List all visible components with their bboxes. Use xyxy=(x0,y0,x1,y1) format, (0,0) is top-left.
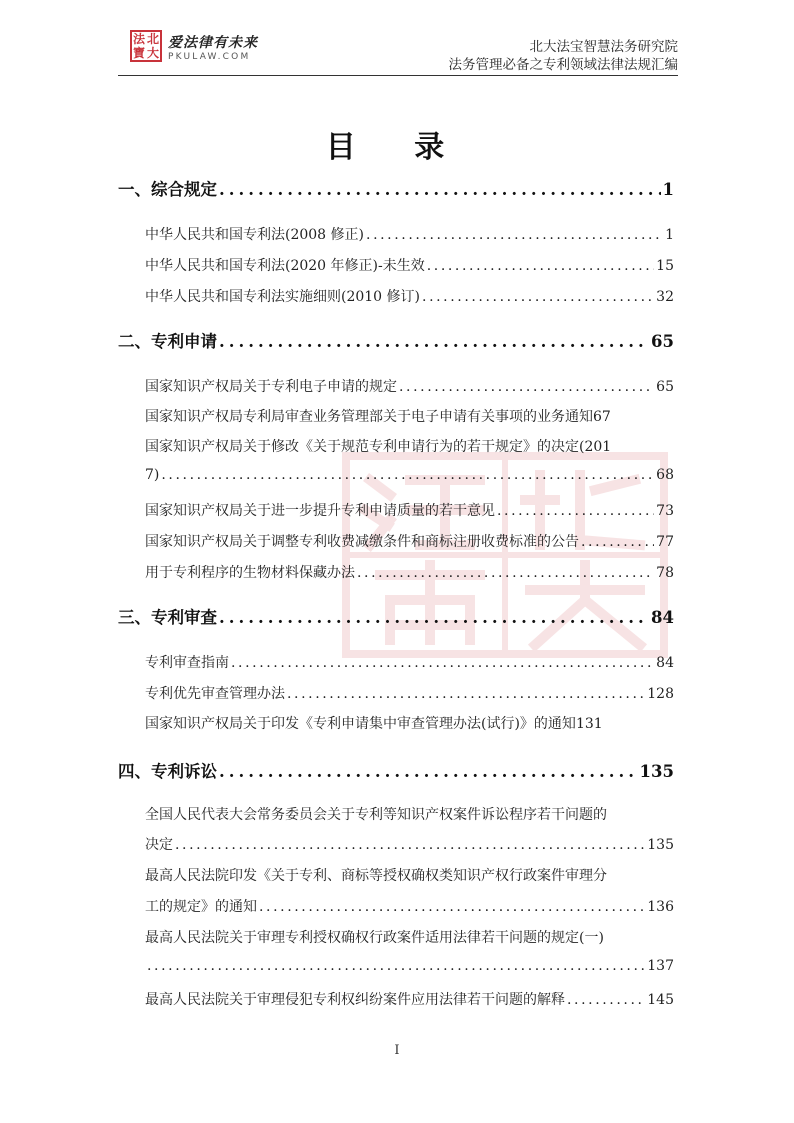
entry-page: 73 xyxy=(656,503,674,519)
entry-label: 国家知识产权局关于印发《专利申请集中审查管理办法(试行)》的通知 xyxy=(145,716,576,732)
toc-section[interactable] xyxy=(118,604,674,628)
entry-label: 中华人民共和国专利法(2020 年修正)-未生效 xyxy=(145,258,425,274)
header-compilation: 法务管理必备之专利领域法律法规汇编 xyxy=(448,57,678,73)
entry-label-line1[interactable]: 国家知识产权局关于修改《关于规范专利申请行为的若干规定》的决定(201 xyxy=(145,439,612,455)
section-page: 135 xyxy=(639,762,674,781)
section-label: 三、专利审查 xyxy=(118,608,217,627)
entry-label-line1[interactable]: 最高人民法院关于审理专利授权确权行政案件适用法律若干问题的规定(一) xyxy=(145,930,604,946)
toc-entry[interactable] xyxy=(145,652,674,672)
entry-label: 最高人民法院关于审理侵犯专利权纠纷案件应用法律若干问题的解释 xyxy=(145,992,565,1008)
leader-dots xyxy=(219,762,638,781)
toc-entry[interactable] xyxy=(145,224,674,244)
leader-dots xyxy=(366,227,663,243)
header-divider xyxy=(118,75,678,76)
leader-dots xyxy=(427,258,654,274)
header-institute: 北大法宝智慧法务研究院 xyxy=(529,39,678,55)
entry-label: 工的规定》的通知 xyxy=(145,899,257,915)
header-right xyxy=(449,38,679,74)
toc-entry[interactable] xyxy=(145,958,674,974)
leader-dots xyxy=(567,992,645,1008)
entry-page: 136 xyxy=(647,899,674,915)
entry-page: 84 xyxy=(656,655,674,671)
toc-entry[interactable] xyxy=(145,562,674,582)
entry-label-line1[interactable]: 最高人民法院印发《关于专利、商标等授权确权类知识产权行政案件审理分 xyxy=(145,868,607,884)
leader-dots xyxy=(399,379,654,395)
seal-char: 大 xyxy=(146,46,159,60)
logo-slogan: 爱法律有未来 xyxy=(168,35,258,51)
entry-page: 77 xyxy=(656,534,674,550)
entry-page: 145 xyxy=(647,992,674,1008)
toc-entry[interactable] xyxy=(145,989,674,1009)
entry-page: 15 xyxy=(656,258,674,274)
entry-page: 68 xyxy=(656,467,674,483)
leader-dots xyxy=(219,180,661,199)
entry-page: 67 xyxy=(593,409,611,425)
toc-section[interactable] xyxy=(118,176,674,200)
entry-label: 决定 xyxy=(145,837,173,853)
logo-site: PKULAW.COM xyxy=(168,52,251,62)
toc-entry[interactable] xyxy=(145,683,674,703)
section-label: 四、专利诉讼 xyxy=(118,762,217,781)
entry-page: 137 xyxy=(647,958,674,974)
toc-section[interactable] xyxy=(118,758,674,782)
toc-title: 目 录 xyxy=(325,130,469,165)
entry-page: 131 xyxy=(575,716,603,732)
seal-char: 寶 xyxy=(132,46,145,60)
section-page: 65 xyxy=(651,332,674,351)
entry-page: 65 xyxy=(656,379,674,395)
leader-dots xyxy=(231,655,654,671)
leader-dots xyxy=(259,899,645,915)
section-label: 一、综合规定 xyxy=(118,180,217,199)
entry-page: 32 xyxy=(656,289,674,305)
section-page: 84 xyxy=(651,608,674,627)
toc-entry[interactable] xyxy=(145,713,674,733)
seal-char: 北 xyxy=(146,32,159,46)
entry-label: 专利审查指南 xyxy=(145,655,229,671)
entry-label: 国家知识产权局关于调整专利收费减缴条件和商标注册收费标准的公告 xyxy=(145,534,579,550)
section-page: 1 xyxy=(662,180,674,199)
entry-label-line1[interactable]: 全国人民代表大会常务委员会关于专利等知识产权案件诉讼程序若干问题的 xyxy=(145,807,607,823)
entry-label: 中华人民共和国专利法(2008 修正) xyxy=(145,227,365,243)
leader-dots xyxy=(219,608,649,627)
entry-label: 专利优先审查管理办法 xyxy=(145,686,285,702)
toc-entry[interactable] xyxy=(145,406,674,426)
seal-char: 法 xyxy=(132,32,145,46)
entry-page: 1 xyxy=(665,227,674,243)
toc-entry[interactable] xyxy=(145,834,674,854)
entry-page: 135 xyxy=(647,837,674,853)
toc-entry[interactable] xyxy=(145,500,674,520)
leader-dots xyxy=(422,289,654,305)
seal-logo-icon xyxy=(130,30,162,62)
toc-entry[interactable] xyxy=(145,467,674,483)
entry-label: 中华人民共和国专利法实施细则(2010 修订) xyxy=(145,289,421,305)
section-label: 二、专利申请 xyxy=(118,332,217,351)
leader-dots xyxy=(161,467,654,483)
leader-dots xyxy=(147,958,645,974)
toc-entry[interactable] xyxy=(145,531,674,551)
leader-dots xyxy=(357,565,654,581)
entry-label: 国家知识产权局关于专利电子申请的规定 xyxy=(145,379,397,395)
leader-dots xyxy=(497,503,654,519)
leader-dots xyxy=(581,534,654,550)
leader-dots xyxy=(287,686,645,702)
entry-label: 国家知识产权局关于进一步提升专利申请质量的若干意见 xyxy=(145,503,495,519)
entry-label: 用于专利程序的生物材料保藏办法 xyxy=(145,565,355,581)
page-number: I xyxy=(394,1043,400,1058)
toc-entry[interactable] xyxy=(145,255,674,275)
entry-label: 7) xyxy=(145,467,160,483)
entry-page: 78 xyxy=(656,565,674,581)
toc-section[interactable] xyxy=(118,328,674,352)
toc-entry[interactable] xyxy=(145,286,674,306)
entry-page: 128 xyxy=(647,686,674,702)
toc-entry[interactable] xyxy=(145,376,674,396)
toc-entry[interactable] xyxy=(145,896,674,916)
leader-dots xyxy=(219,332,649,351)
page-header xyxy=(118,26,678,76)
entry-label: 国家知识产权局专利局审查业务管理部关于电子申请有关事项的业务通知 xyxy=(145,409,593,425)
pkulaw-logo xyxy=(130,30,275,70)
leader-dots xyxy=(175,837,645,853)
